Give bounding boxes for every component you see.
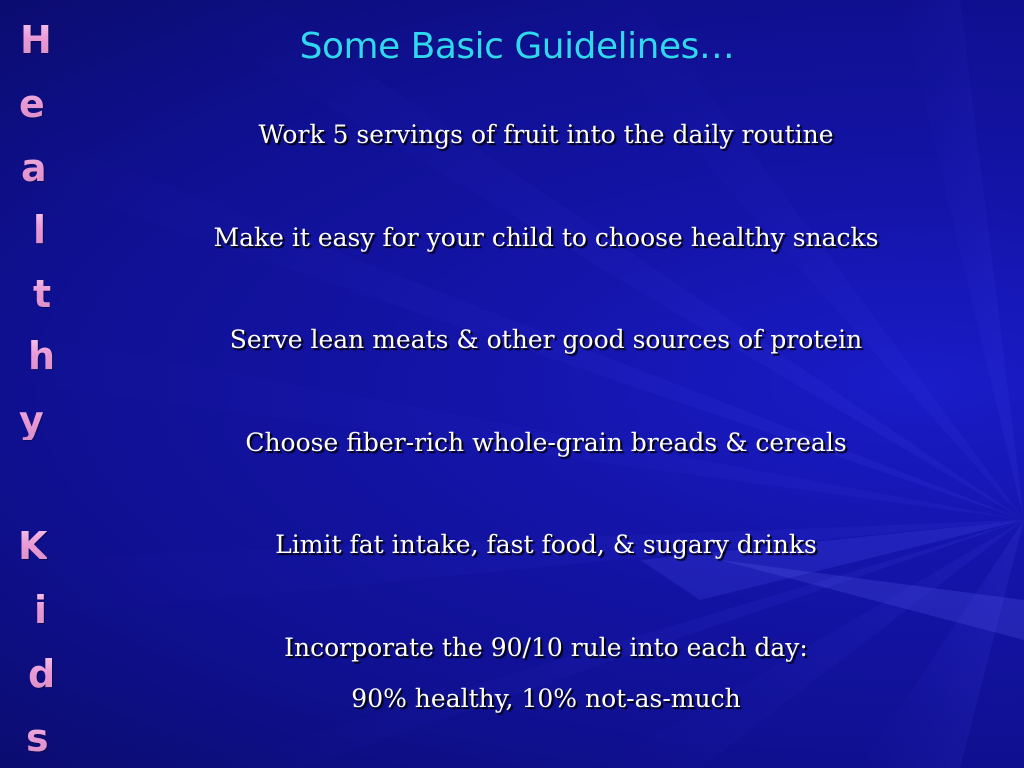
side-letter-h: H xyxy=(20,18,52,62)
side-letter-s: s xyxy=(26,716,49,760)
side-letter-l: l xyxy=(33,208,47,252)
guideline-item: Make it easy for your child to choose healthy snacks xyxy=(213,223,879,252)
guideline-item: Serve lean meats & other good sources of protein xyxy=(229,325,863,354)
side-letter-i: i xyxy=(34,588,48,632)
side-letter-k: K xyxy=(18,524,48,568)
guideline-item-continuation: 90% healthy, 10% not-as-much xyxy=(351,684,741,713)
guideline-item: Choose fiber-rich whole-grain breads & cereals xyxy=(245,428,847,457)
side-letter-d: d xyxy=(28,652,56,696)
side-letter-y: y xyxy=(19,398,44,442)
side-letter-t: t xyxy=(33,272,52,316)
slide-title: Some Basic Guidelines… xyxy=(299,26,735,67)
side-letter-h2: h xyxy=(28,334,56,378)
guideline-item: Limit fat intake, fast food, & sugary drinks xyxy=(275,530,817,559)
side-letter-e: e xyxy=(19,82,45,126)
guideline-item: Incorporate the 90/10 rule into each day: xyxy=(284,633,808,662)
side-title-healthy-kids xyxy=(0,0,78,768)
side-letter-a: a xyxy=(21,146,47,190)
guideline-item: Work 5 servings of fruit into the daily routine xyxy=(258,120,834,149)
